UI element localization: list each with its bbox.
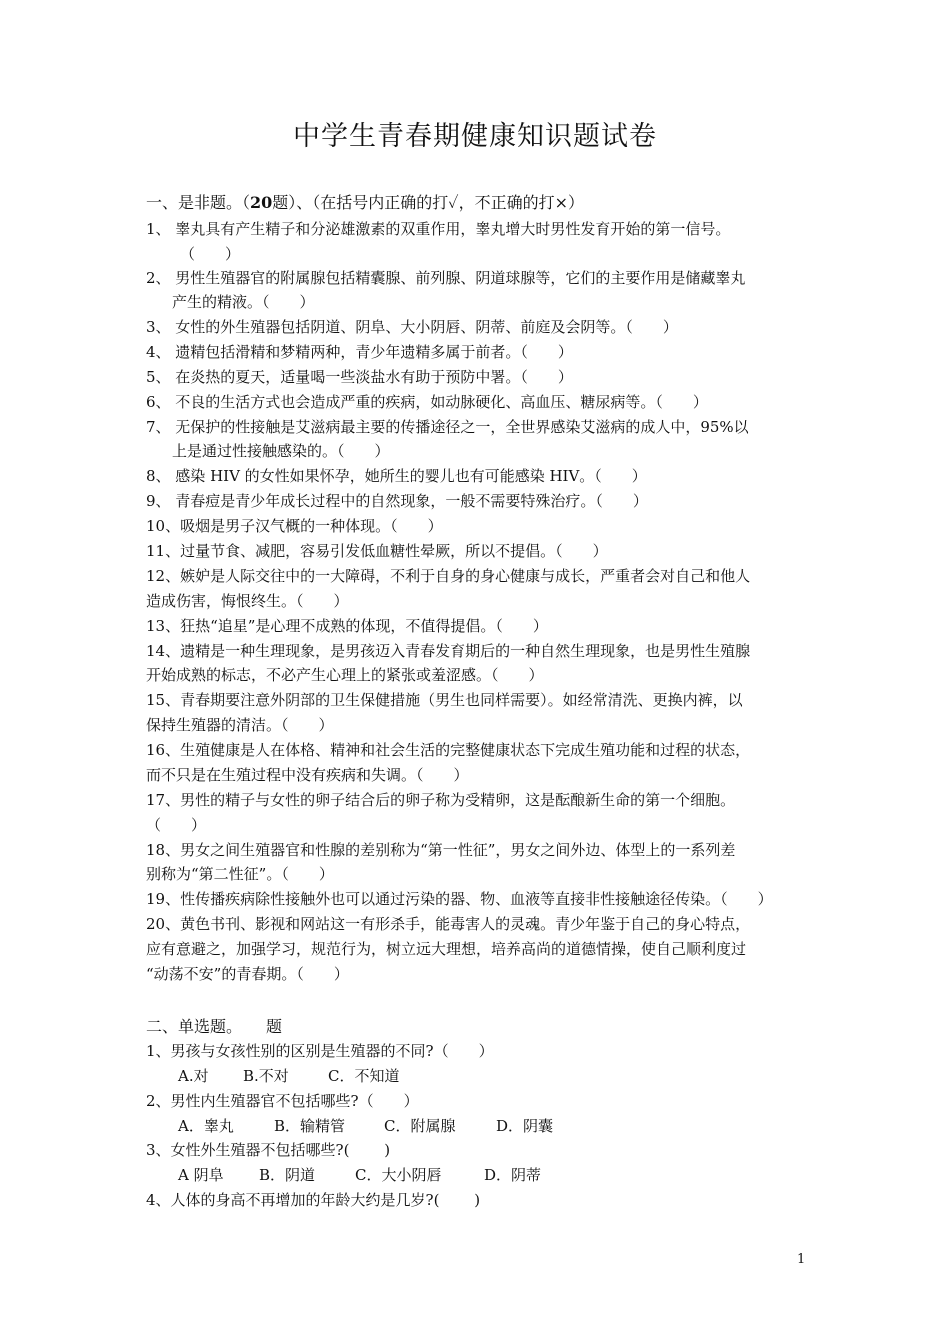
mc-q3: 3、女性外生殖器不包括哪些?( ): [146, 1141, 391, 1159]
q12-line2: 造成伤害，悔恨终生。（ ）: [146, 592, 349, 610]
mc-q3-option-c: C．大小阴唇: [355, 1166, 442, 1184]
q4-line: 4、 遗精包括滑精和梦精两种，青少年遗精多属于前者。（ ）: [146, 343, 573, 361]
mc-q3-option-d: D．阴蒂: [484, 1166, 542, 1184]
q16-line1: 16、生殖健康是人在体格、精神和社会生活的完整健康状态下完成生殖功能和过程的状态，: [146, 741, 751, 759]
q10-line: 10、吸烟是男子汉气概的一种体现。（ ）: [146, 517, 443, 535]
q5-line: 5、 在炎热的夏天，适量喝一些淡盐水有助于预防中署。（ ）: [146, 368, 573, 386]
mc-q2-option-c: C．附属腺: [384, 1117, 456, 1135]
q1-line2: （ ）: [180, 245, 241, 263]
q15-line1: 15、青春期要注意外阴部的卫生保健措施（男生也同样需要）。如经常清洗、更换内裤，以: [146, 691, 743, 709]
q20-line2: 应有意避之，加强学习，规范行为，树立远大理想，培养高尚的道德情操，使自己顺利度过: [146, 940, 747, 958]
q7-line1: 7、 无保护的性接触是艾滋病最主要的传播途径之一，全世界感染艾滋病的成人中，95%以: [146, 418, 749, 436]
q1-line1: 1、 睾丸具有产生精子和分泌雄激素的双重作用，睾丸增大时男性发育开始的第一信号。: [146, 220, 731, 238]
q17-line1: 17、男性的精子与女性的卵子结合后的卵子称为受精卵，这是酝酿新生命的第一个细胞。: [146, 791, 736, 809]
section1-heading-count: 20: [250, 193, 273, 212]
page-title: 中学生青春期健康知识题试卷: [293, 121, 657, 152]
mc-q1: 1、男孩与女孩性别的区别是生殖器的不同?（ ）: [146, 1042, 494, 1060]
page-number: 1: [797, 1252, 806, 1267]
q12-line1: 12、嫉妒是人际交往中的一大障碍，不利于自身的身心健康与成长，严重者会对自己和他人: [146, 567, 751, 585]
q3-line: 3、 女性的外生殖器包括阴道、阴阜、大小阴唇、阴蒂、前庭及会阴等。（ ）: [146, 318, 678, 336]
mc-q3-option-a: A 阴阜: [178, 1166, 224, 1184]
section1-heading: [146, 190, 584, 213]
q14-line1: 14、遗精是一种生理现象，是男孩迈入青春发育期后的一种自然生理现象，也是男性生殖腺: [146, 642, 751, 660]
mc-q2-option-a: A．睾丸: [178, 1117, 234, 1135]
q14-line2: 开始成熟的标志，不必产生心理上的紧张或羞涩感。（ ）: [146, 666, 544, 684]
q11-line: 11、过量节食、减肥，容易引发低血糖性晕厥，所以不提倡。（ ）: [146, 542, 608, 560]
q20-line1: 20、黄色书刊、影视和网站这一有形杀手，能毒害人的灵魂。青少年鉴于自己的身心特点，: [146, 915, 751, 933]
section1-heading-post: 题）、（在括号内正确的打✓，不正确的打×）: [272, 193, 585, 212]
q2-line2: 产生的精液。（ ）: [172, 293, 315, 311]
q13-line: 13、狂热“追星”是心理不成熟的体现，不值得提倡。（ ）: [146, 617, 548, 635]
mc-q3-option-b: B．阴道: [259, 1166, 316, 1184]
q2-line1: 2、 男性生殖器官的附属腺包括精囊腺、前列腺、阴道球腺等，它们的主要作用是储藏睾丸: [146, 269, 746, 287]
q7-line2: 上是通过性接触感染的。（ ）: [172, 442, 390, 460]
q20-line3: “动荡不安”的青春期。（ ）: [146, 965, 349, 983]
q17-line2: （ ）: [146, 816, 207, 834]
q16-line2: 而不只是在生殖过程中没有疾病和失调。（ ）: [146, 766, 469, 784]
mc-q1-option-a: A.对: [178, 1067, 209, 1085]
q18-line1: 18、男女之间生殖器官和性腺的差别称为“第一性征”，男女之间外边、体型上的一系列差: [146, 841, 736, 859]
q8-line: 8、 感染 HIV 的女性如果怀孕，她所生的婴儿也有可能感染 HIV。（ ）: [146, 467, 647, 485]
q9-line: 9、 青春痘是青少年成长过程中的自然现象，一般不需要特殊治疗。（ ）: [146, 492, 648, 510]
mc-q4: 4、人体的身高不再增加的年龄大约是几岁?( ): [146, 1191, 481, 1209]
q6-line: 6、 不良的生活方式也会造成严重的疾病，如动脉硬化、高血压、糖尿病等。（ ）: [146, 393, 708, 411]
mc-q2: 2、男性内生殖器官不包括哪些?（ ）: [146, 1092, 419, 1110]
mc-q2-option-b: B．输精管: [274, 1117, 346, 1135]
q19-line: 19、性传播疾病除性接触外也可以通过污染的器、物、血液等直接非性接触途径传染。（ ）: [146, 890, 773, 908]
mc-q1-option-c: C．不知道: [328, 1067, 400, 1085]
mc-q2-option-d: D．阴囊: [496, 1117, 554, 1135]
q18-line2: 别称为“第二性征”。（ ）: [146, 865, 334, 883]
mc-q1-option-b: B.不对: [243, 1067, 289, 1085]
section1-heading-pre: 一、是非题。（: [146, 193, 251, 212]
q15-line2: 保持生殖器的清洁。（ ）: [146, 716, 334, 734]
section2-heading: 二、单选题。 题: [146, 1017, 283, 1036]
